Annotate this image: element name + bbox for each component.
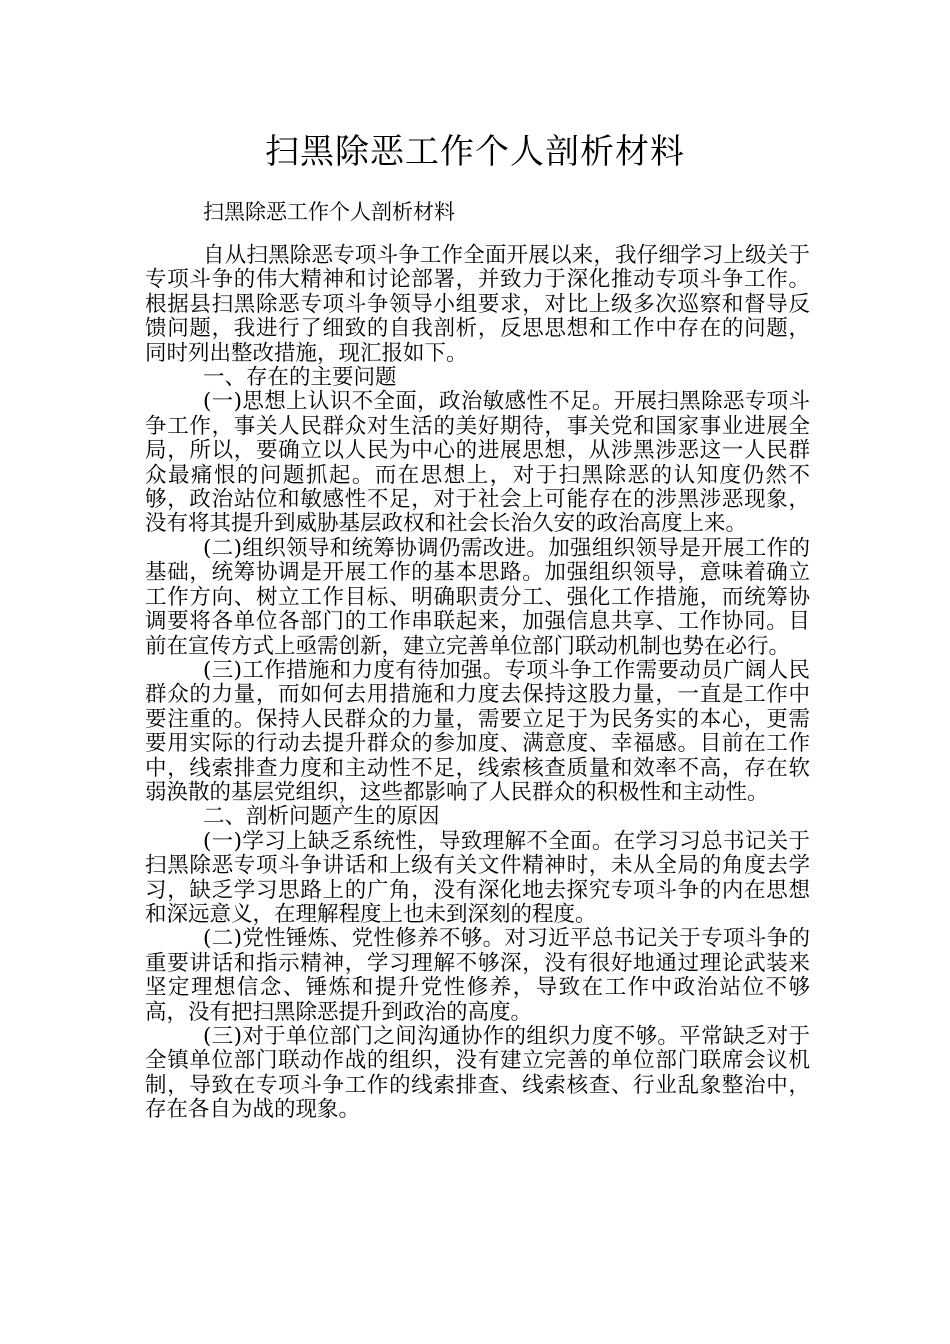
paragraph-cause-2: (二)党性锤炼、党性修养不够。对习近平总书记关于专项斗争的重要讲话和指示精神，学习理解不够深，没有很好地通过理论武装来坚定理想信念、锤炼和提升党性修养，导致在工作中政治站位不够高，没有把扫黑除恶提升到政治的高度。 xyxy=(145,926,810,1025)
section-heading-causes: 二、剖析问题产生的原因 xyxy=(203,804,440,830)
paragraph-problem-3: (三)工作措施和力度有待加强。专项斗争工作需要动员广阔人民群众的力量，而如何去用措施和力度去保持这股力量，一直是工作中要注重的。保持人民群众的力量，需要立足于为民务实的本心，更需要用实际的行动去提升群众的参加度、满意度、幸福感。目前在工作中，线索排查力度和主动性不足，线索核查质量和效率不高，存在软弱涣散的基层党组织，这些都影响了人民群众的积极性和主动性。 xyxy=(145,657,810,805)
document-subtitle: 扫黑除恶工作个人剖析材料 xyxy=(203,200,455,224)
paragraph-problem-1: (一)思想上认识不全面，政治敏感性不足。开展扫黑除恶专项斗争工作，事关人民群众对生活的美好期待，事关党和国家事业进展全局，所以，要确立以人民为中心的进展思想，从涉黑涉恶这一人民群众最痛恨的问题抓起。而在思想上，对于扫黑除恶的认知度仍然不够，政治站位和敏感性不足，对于社会上可能存在的涉黑涉恶现象，没有将其提升到威胁基层政权和社会长治久安的政治高度上来。 xyxy=(145,389,810,537)
paragraph-cause-1: (一)学习上缺乏系统性，导致理解不全面。在学习习总书记关于扫黑除恶专项斗争讲话和上级有关文件精神时，未从全局的角度去学习，缺乏学习思路上的广角，没有深化地去探究专项斗争的内在思想和深远意义，在理解程度上也未到深刻的程度。 xyxy=(145,828,810,927)
paragraph-problem-2: (二)组织领导和统筹协调仍需改进。加强组织领导是开展工作的基础，统筹协调是开展工作的基本思路。加强组织领导，意味着确立工作方向、树立工作目标、明确职责分工、强化工作措施，而统筹协调要将各单位各部门的工作串联起来，加强信息共享、工作协同。目前在宣传方式上亟需创新，建立完善单位部门联动机制也势在必行。 xyxy=(145,535,810,659)
section-heading-problems: 一、存在的主要问题 xyxy=(203,365,397,391)
document-title: 扫黑除恶工作个人剖析材料 xyxy=(265,132,685,172)
paragraph-cause-3: (三)对于单位部门之间沟通协作的组织力度不够。平常缺乏对于全镇单位部门联动作战的组织，没有建立完善的单位部门联席会议机制，导致在专项斗争工作的线索排查、线索核查、行业乱象整治中，存在各自为战的现象。 xyxy=(145,1024,810,1123)
paragraph-intro: 自从扫黑除恶专项斗争工作全面开展以来，我仔细学习上级关于专项斗争的伟大精神和讨论部署，并致力于深化推动专项斗争工作。根据县扫黑除恶专项斗争领导小组要求，对比上级多次巡察和督导反馈问题，我进行了细致的自我剖析，反思思想和工作中存在的问题，同时列出整改措施，现汇报如下。 xyxy=(145,243,810,366)
document-body xyxy=(145,244,810,1123)
